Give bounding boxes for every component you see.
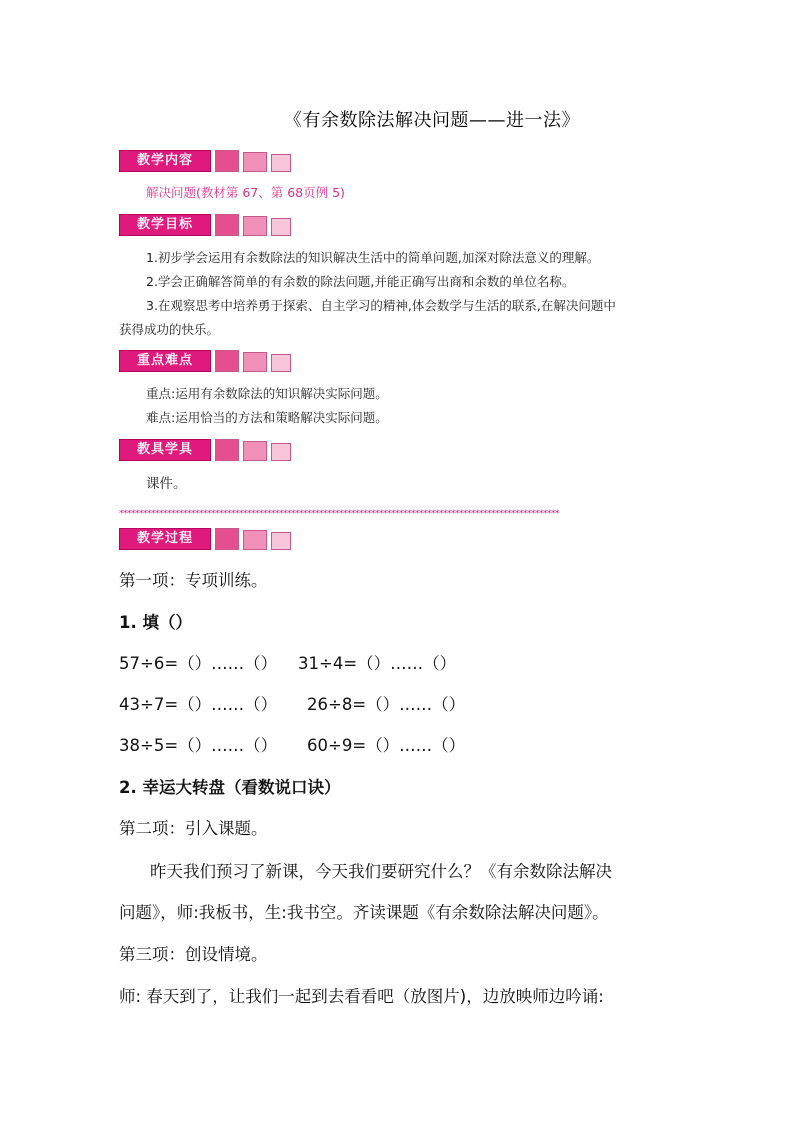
section-heading-keypoints [119, 350, 291, 372]
star-divider: ************************************************************************************************************** [119, 509, 559, 519]
tools-text: 课件。 [146, 476, 187, 492]
decor-square [271, 443, 291, 461]
wheel-heading: 2. 幸运大转盘（看数说口诀） [119, 778, 341, 797]
decor-square [271, 354, 291, 372]
paragraph-line: 问题》，师:我板书，生:我书空。齐读课题《有余数除法解决问题》。 [119, 903, 609, 922]
keypoint-item: 重点:运用有余数除法的知识解决实际问题。 [146, 386, 388, 401]
goal-item: 1.初步学会运用有余数除法的知识解决生活中的简单问题,加深对除法意义的理解。 [146, 250, 600, 265]
section-label: 教学目标 [119, 214, 211, 236]
decor-square [215, 439, 239, 461]
fill-heading: 1. 填（） [119, 613, 192, 632]
paragraph-line: 师: 春天到了，让我们一起到去看看吧（放图片)，边放映师边吟诵: [119, 987, 604, 1006]
decor-square [215, 214, 239, 236]
decor-square [271, 532, 291, 550]
decor-square [243, 216, 267, 236]
goal-item: 获得成功的快乐。 [119, 322, 220, 337]
decor-square [215, 528, 239, 550]
content-text: 解决问题(教材第 67、第 68页例 5) [146, 185, 345, 200]
step-heading: 第二项：引入课题。 [119, 819, 268, 838]
decor-square [215, 350, 239, 372]
decor-square [271, 154, 291, 172]
exercise-item: 31÷4=（）……（） [298, 654, 457, 673]
decor-square [215, 150, 239, 172]
exercise-item: 43÷7=（）……（） [119, 695, 278, 714]
exercise-item: 26÷8=（）……（） [307, 695, 466, 714]
decor-square [243, 152, 267, 172]
keypoint-item: 难点:运用恰当的方法和策略解决实际问题。 [146, 410, 388, 425]
decor-square [243, 530, 267, 550]
section-heading-tools [119, 439, 291, 461]
exercise-item: 60÷9=（）……（） [307, 736, 466, 755]
section-label: 重点难点 [119, 350, 211, 372]
decor-square [243, 352, 267, 372]
section-heading-content [119, 150, 291, 172]
decor-square [271, 218, 291, 236]
section-label: 教具学具 [119, 439, 211, 461]
goal-item: 2.学会正确解答简单的有余数的除法问题,并能正确写出商和余数的单位名称。 [146, 274, 575, 289]
decor-square [243, 441, 267, 461]
step-heading: 第三项：创设情境。 [119, 945, 268, 964]
section-label: 教学内容 [119, 150, 211, 172]
paragraph-line: 昨天我们预习了新课，今天我们要研究什么？《有余数除法解决 [150, 862, 612, 881]
section-heading-goals [119, 214, 291, 236]
exercise-item: 38÷5=（）……（） [119, 736, 278, 755]
section-heading-process [119, 528, 291, 550]
exercise-item: 57÷6=（）……（） [119, 654, 278, 673]
goal-item: 3.在观察思考中培养勇于探索、自主学习的精神,体会数学与生活的联系,在解决问题中 [146, 298, 616, 313]
document-title: 《有余数除法解决问题——进一法》 [284, 110, 580, 131]
step-heading: 第一项：专项训练。 [119, 571, 268, 590]
section-label: 教学过程 [119, 528, 211, 550]
